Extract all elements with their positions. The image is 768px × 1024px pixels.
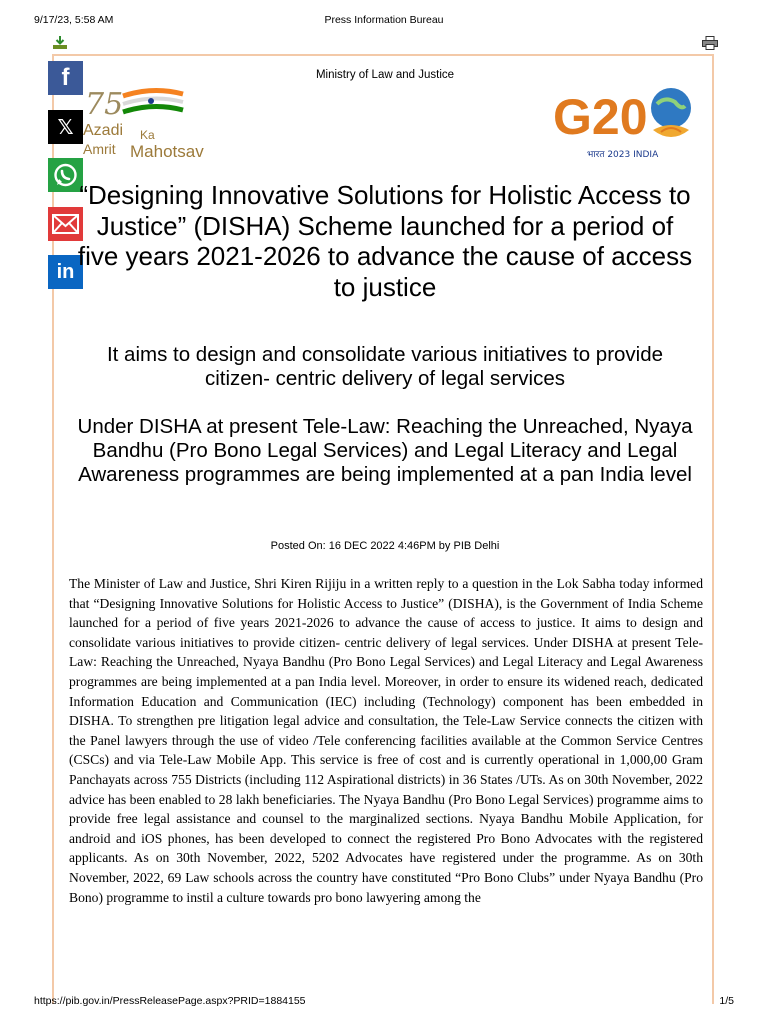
print-date: 9/17/23, 5:58 AM — [34, 14, 114, 26]
x-icon: 𝕏 — [57, 115, 74, 139]
print-footer — [0, 995, 768, 1011]
printer-icon[interactable] — [702, 36, 718, 50]
facebook-share-button[interactable] — [48, 61, 83, 95]
g20-mark: G20 — [553, 89, 648, 145]
print-page-title: Press Information Bureau — [324, 14, 444, 26]
facebook-icon: f — [61, 64, 70, 91]
print-url: https://pib.gov.in/PressReleasePage.aspx?PRID=1884155 — [34, 995, 306, 1007]
press-release-title: “Designing Innovative Solutions for Holistic Access to Justice” (DISHA) Scheme launched for a period of five years 2021-2026 to advance the cause of access to justice — [77, 180, 693, 302]
linkedin-icon: in — [56, 261, 75, 283]
azadi-ka-amrit-mahotsav-logo — [83, 84, 215, 162]
press-release-body: The Minister of Law and Justice, Shri Kiren Rijiju in a written reply to a question in the Lok Sabha today informed that “Designing Innovative Solutions for Holistic Access to Justice” (DISHA), is the Government of India Scheme launched for a period of five years 2021-2026 to advance the cause of access to justice. It aims to design and consolidate various initiatives to provide citizen- centric delivery of legal services. Under DISHA at present Tele-Law: Reaching the Unreached, Nyaya Bandhu (Pro Bono Legal Services) and Legal Literacy and Legal Awareness programmes are being implemented at a pan India level. Moreover, in order to ensure its widened reach, dedicated Information Education and Communication (IEC) including (Technology) component has been embedded in DISHA. To strengthen pre litigation legal advice and consultation, the Tele-Law Service connects the citizen with the Panel lawyers through the use of video /Tele conferencing facilities available at the Common Service Centres (CSCs) and via Tele-Law Mobile App. This service is free of cost and is currently operational in 1,000,00 Gram Panchayats across 755 Districts (including 112 Aspirational districts) in 36 States /UTs. As on 30th November, 2022 advice has been enabled to 28 lakh beneficiaries. The Nyaya Bandhu (Pro Bono Legal Services) programme aims to provide free legal assistance and counsel to the marginalized sections. Nyaya Bandhu Mobile Application, for android and iOS phones, has been developed to connect the registered Pro Bono Advocates with the registered applicants. As on 30th November, 2022, 5202 Advocates have registered under the programme. As on 30th November, 2022, 69 Law schools across the country have constituted “Pro Bono Clubs” under Nyaya Bandhu (Pro Bono) programme to instil a culture towards pro bono lawyering among the — [69, 576, 703, 905]
logo-mahotsav: Mahotsav — [130, 142, 204, 161]
logo-ka: Ka — [140, 128, 155, 142]
x-share-button[interactable] — [48, 110, 83, 144]
posted-on: Posted On: 16 DEC 2022 4:46PM by PIB Delhi — [270, 540, 500, 552]
download-icon[interactable] — [52, 36, 68, 50]
print-header — [0, 14, 768, 30]
press-release-subtitle-1: It aims to design and consolidate various initiatives to provide citizen- centric delivery of legal services — [106, 343, 664, 390]
logo-75: 75 — [85, 87, 124, 122]
press-release-subtitle-2: Under DISHA at present Tele-Law: Reaching the Unreached, Nyaya Bandhu (Pro Bono Legal Services) and Legal Literacy and Legal Awareness programmes are being implemented at a pan India level — [77, 415, 693, 486]
g20-tagline: भारत 2023 INDIA — [587, 150, 659, 160]
logo-azadi: Azadi — [83, 122, 124, 139]
g20-logo — [553, 82, 698, 162]
logo-amrit: Amrit — [83, 141, 116, 157]
print-page-number: 1/5 — [719, 995, 734, 1007]
ministry-name: Ministry of Law and Justice — [315, 69, 455, 81]
